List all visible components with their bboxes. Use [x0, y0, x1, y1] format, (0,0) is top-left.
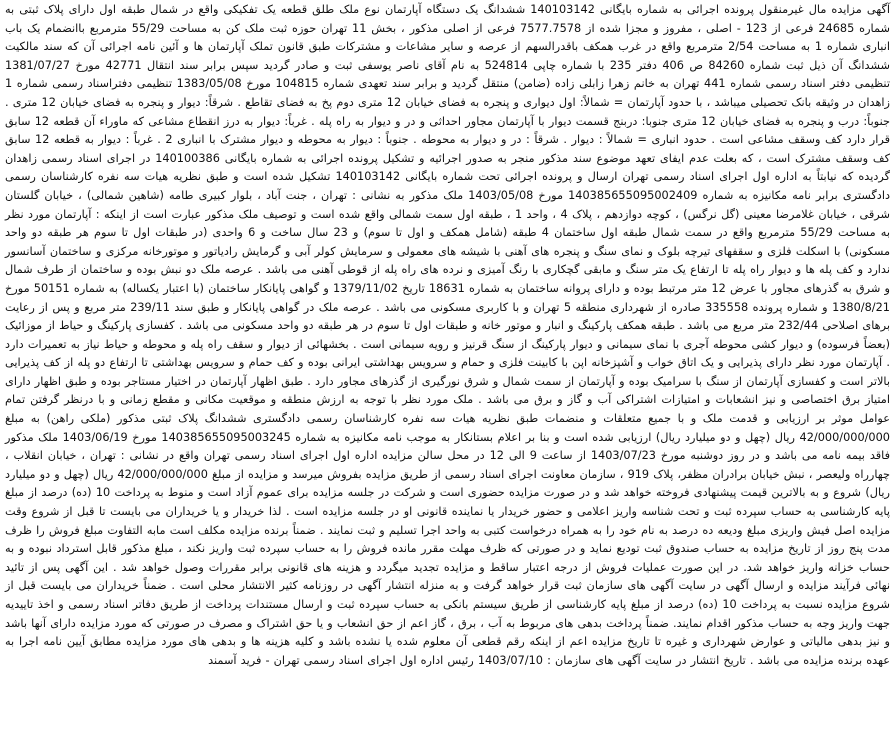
- auction-notice-text: آگهی مزایده مال غیرمنقول پرونده اجرائی به شماره بایگانی 140103142 ششدانگ یک دستگاه آپارتمان نوع ملک طلق قطعه یک تفکیکی واقع در شمال طبقه اول دارای پلاک ثبتی به شماره 24685 فرعی از 123 - اصلی ، مفروز و مجزا شده از 7577.7578 فرعی از اصلی مذکور ، بخش 11 تهران حوزه ثبت ملک کن به مساحت 55/29 مترمربع باانضمام یک باب انباری شماره 1 به مساحت 2/54 مترمربع واقع در غرب همکف باقدرالسهم از عرصه و سایر مشاعات و مشترکات طبق قانون تملک آپارتمان ها و آئین نامه اجرائی آن که سند مالکیت ششدانگ آن ذیل ثبت شماره 84260 ص 406 دفتر 235 با شماره چاپی 524814 به نام آقای ناصر یوسفی ثبت و صادر گردید سپس برابر سند انتقال 42771 مورخ 1381/07/27 تنظیمی دفتر اسناد رسمی شماره 441 تهران به خانم زهرا زابلی زاده (ضامن) منتقل گردید و برابر سند تعهدی شماره 104815 مورخ 1383/05/08 تنظیمی دفتراسناد رسمی شماره 1 زاهدان در وثیقه بانک تحصیلی میباشد ، با حدود آپارتمان = شمالاً: اول دیواری و پنجره به فضای خیابان 12 متری دوم پخ به فضای تقاطع . شرقاً: دیوار و پنجره به فضای خیابان 12 متری . جنوباً: درب و پنجره به فضای خیابان 12 متری جنوبا: دربنج قسمت دیوار با آپارتمان مجاور احداثی و در و دیوار به راه پله . غرباً: دیوار به درز انقطاع مشاعی که ماوراء آن قطعه 12 سابق قرار دارد کف وسقف مشاعی است . حدود انباری = شمالاً : دیوار . شرقاً : در و دیوار به محوطه . جنوباً : دیوار به محوطه و دیوار مشترک با انباری 2 . غرباً : دیوار به قطعه 12 سابق کف وسقف مشترک است ، که بعلت عدم ایفای تعهد موضوع سند مذکور منجر به صدور اجرائیه و تشکیل پرونده اجرائی به شماره بایگانی 140100386 در اجرای اسناد رسمی زاهدان گردیده که نیابتاً به اداره اول اجرای اسناد رسمی تهران ارسال و پرونده اجرائی تحت شماره بایگانی 140103142 تشکیل شده است و طبق نظریه هیات سه نفره کارشناسان رسمی دادگستری برابر نامه مکانیزه به شماره 140385655095002409 مورخ 1403/05/08 ملک مذکور به نشانی : تهران ، جنت آباد ، بلوار کبیری طامه (شاهین شمالی) ، خیابان گلستان شرقی ، خیابان غلامرضا معینی (گل نرگس) ، کوچه دوازدهم ، پلاک 4 ، واحد 1 ، طبقه اول سمت شمالی واقع شده است و توصیف ملک مذکور عبارت است از اینکه : آپارتمان مورد نظر به مساحت 55/29 مترمربع واقع در سمت شمال طبقه اول ساختمان 4 طبقه (شامل همکف و اول تا سوم) و 23 سال ساخت و 6 واحدی (در طبقات اول تا سوم هر طبقه دو واحد مسکونی) با اسکلت فلزی و سقفهای تیرچه بلوک و نمای سنگ و پنجره های آهنی با شیشه های معمولی و سرمایش کولر آبی و گرمایش رادیاتور و موتورخانه مرکزی و ساختمان آسانسور ندارد و کف پله ها و دیوار راه پله تا ارتفاع یک متر سنگ و مابقی گچکاری با رنگ آمیزی و نرده های راه پله از قوطی آهنی می باشد . عرصه ملک دو نبش بوده و ساختمان از طرف شمال و شرق به گذرهای مجاور با عرض 12 متر مرتبط بوده و دارای پروانه ساختمان به شماره 18631 تاریخ 1379/11/02 و گواهی پایانکار ساختمان (با اعتبار یکساله) به شماره 50151 مورخ 1380/8/21 و شماره پرونده 335558 صادره از شهرداری منطقه 5 تهران و با کاربری مسکونی می باشد . عرصه ملک در گواهی پایانکار و طبق سند 239/11 متر مربع و پس از رعایت برهای اصلاحی 232/44 متر مربع می باشد . طبقه همکف پارکینگ و انبار و موتور خانه و طبقات اول تا سوم در هر طبقه دو واحد مسکونی می باشد . کفسازی پارکینگ و حیاط از موزائیک (بعضاً فرسوده) و دیوار کشی محوطه آجری با نمای سیمانی و دیوار پارکینگ از سنگ قرنیز و رویه سیمانی است . بخشهائی از دیوار و سقف راه پله و محوطه و حیاط نیاز به تعمیرات دارد . آپارتمان مورد نظر دارای پذیرایی و یک اتاق خواب و آشپزخانه اپن با کابینت فلزی و حمام و سرویس بهداشتی ایرانی بوده و کف حمام و سرویس بهداشتی تا ارتفاع دو پله از کف پذیرایی بالاتر است و کفسازی آپارتمان از سنگ با سرامیک بوده و آپارتمان از سمت شمال و شرق نورگیری از گذرهای مجاور دارد . طبق اظهار آپارتمان در اختیار مستاجر بوده و طبق اظهار دارای امتیاز برق اختصاصی و نیز انشعابات و امتیازات اشتراکی آب و گاز و برق می باشد . ملک مورد نظر با توجه به ارزش منطقه و موقعیت مکانی و مقطع زمانی و با درنظر گرفتن تمام عوامل موثر بر ارزیابی و قدمت ملک و با جمیع متعلقات و منضمات طبق نظریه هیات سه نفره کارشناسان رسمی دادگستری ششدانگ پلاک ثبتی مذکور (ملکی راهن) به مبلغ 42/000/000/000 ریال (چهل و دو میلیارد ریال) ارزیابی شده است و بنا بر اعلام بستانکار به موجب نامه مکانیزه به شماره 140385655095003245 مورخ 1403/06/19 ملک مذکور فاقد بیمه نامه می باشد و در روز دوشنبه مورخ 1403/07/23 از ساعت 9 الی 12 در محل سالن مزایده اداره اول اجرای اسناد رسمی تهران واقع در نشانی : تهران ، خیابان انقلاب ، چهارراه ولیعصر ، نبش خیابان برادران مظفر، پلاک 919 ، سازمان معاونت اجرای اسناد رسمی از طریق مزایده بفروش میرسد و مزایده از مبلغ 42/000/000/000 ریال (چهل و دو میلیارد ریال) شروع و به بالاترین قیمت پیشنهادی فروخته خواهد شد و در صورت مزایده حضوری است و شرکت در جلسه مزایده برای عموم آزاد است و منوط به پرداخت 10 (ده) درصد از مبلغ پایه کارشناسی به حساب سپرده ثبت و تحت شناسه واریز اعلامی و حضور خریدار یا نماینده قانونی او در جلسه مزایده است . لذا خریدار و یا خریداران می بایست تا قبل از شروع وقت مزایده اصل فیش واریزی مبلغ ودیعه ده درصد به نام خود را به همراه درخواست کتبی به واحد اجرا تسلیم و ثبت نمایند . ضمناً برنده مزایده مکلف است مابه التفاوت مبلغ فروش را ظرف مدت پنج روز از تاریخ مزایده به حساب صندوق ثبت تودیع نماید و در صورتی که ظرف مهلت مقرر مانده فروش را به حساب سپرده ثبت واریز نکند ، مبلغ مذکور قابل استرداد نبوده و به حساب خزانه واریز خواهد شد. در این صورت عملیات فروش از درجه اعتبار ساقط و مزایده تجدید میگردد و هزینه های قانونی برابر مقررات وصول خواهد شد . این آگهی پس از تائید نهائی فرآیند مزایده و ارسال آگهی در سایت آگهی های سازمان ثبت قرار خواهد گرفت و به منزله انتشار آگهی در روزنامه کثیر الانتشار محلی است . ضمناً خریداران می بایست قبل از شروع مزایده نسبت به پرداخت 10 (ده) درصد از مبلغ پایه کارشناسی از طریق سیستم بانکی به حساب سپرده ثبت و ارسال مستندات پرداخت از طریق دفاتر اسناد رسمی و اخذ تاییدیه جهت واریز وجه به حساب مذکور اقدام نمایند. ضمناً پرداخت بدهی های مربوط به آب ، برق ، گاز اعم از حق انشعاب و یا حق اشتراک و مصرف در صورتی که مورد مزایده دارای آنها باشد و نیز بدهی مالیاتی و عوارض شهرداری و غیره تا تاریخ مزایده اعم از اینکه رقم قطعی آن معلوم شده یا نشده باشد و کلیه هزینه ها و بدهی های مورد مزایده مطابق آیین نامه اجرا به عهده برنده مزایده می باشد . تاریخ انتشار در سایت آگهی های سازمان : 1403/07/10 رئیس اداره اول اجرای اسناد رسمی تهران - فرید آسمند: [5, 3, 891, 667]
